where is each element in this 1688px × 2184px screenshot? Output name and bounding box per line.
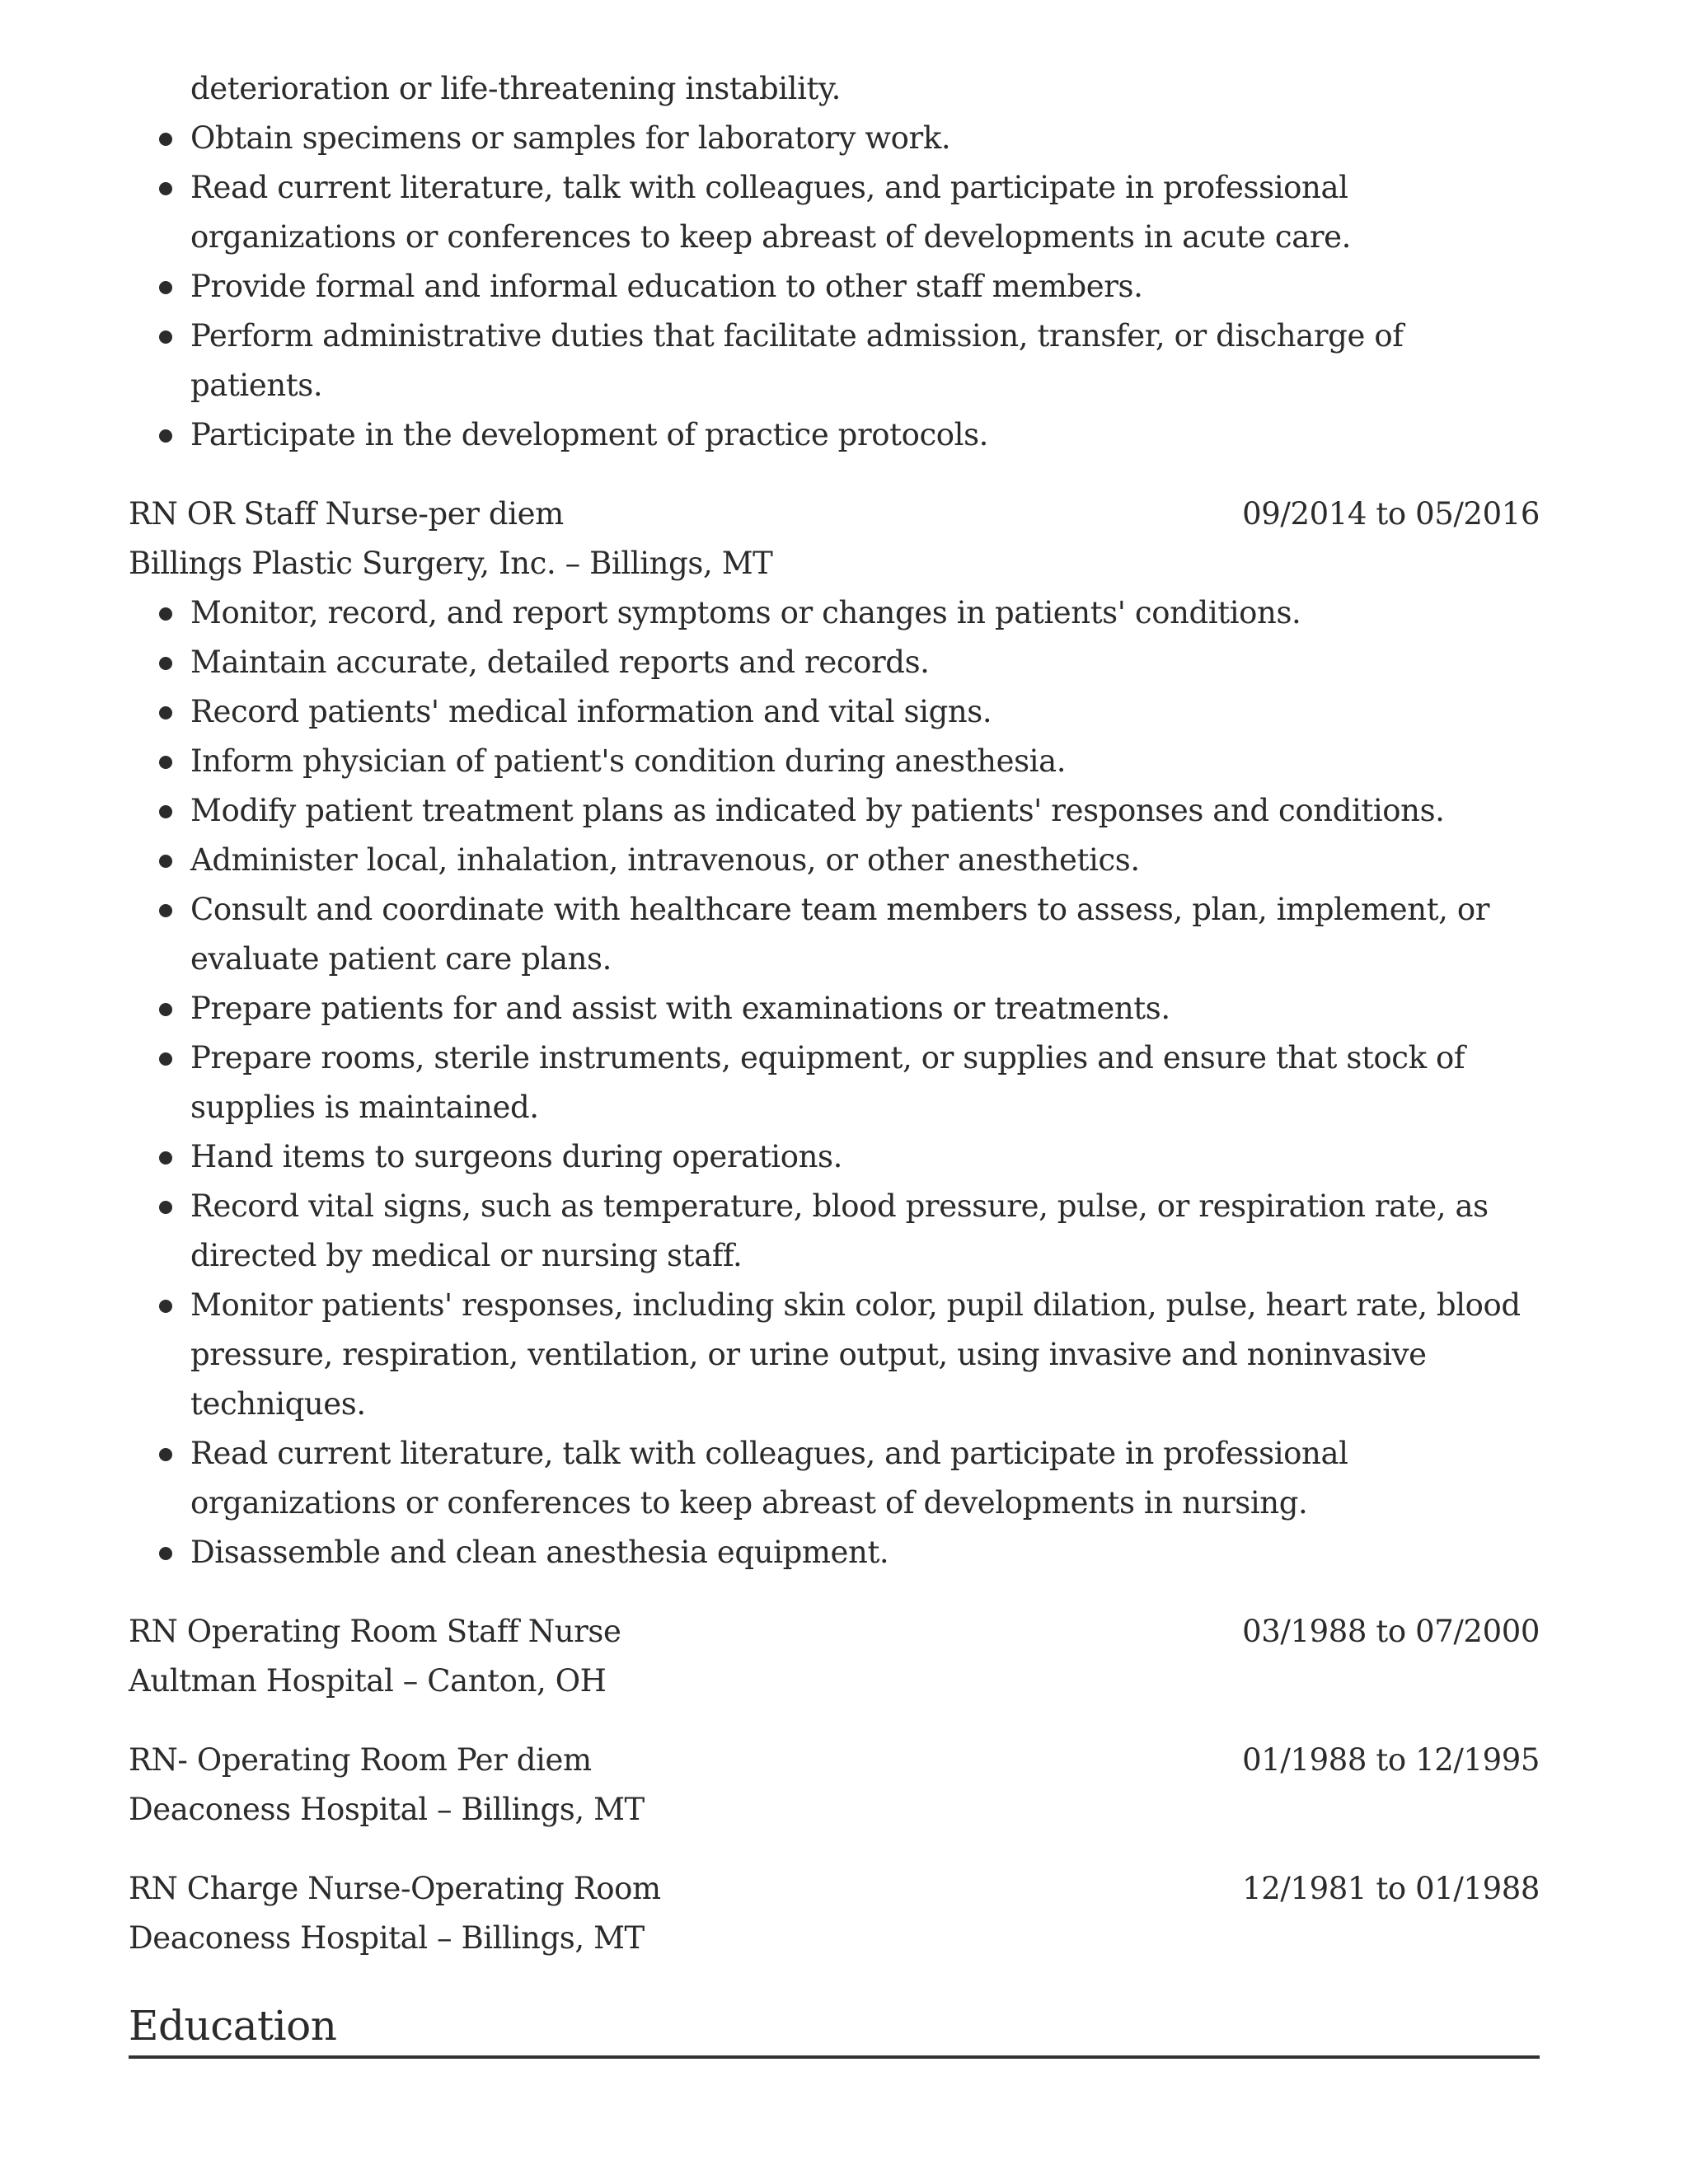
job-dates: 01/1988 to 12/1995 <box>1242 1742 1540 1778</box>
duty-item <box>190 638 1540 687</box>
job-title: RN Charge Nurse-Operating Room <box>129 1871 661 1906</box>
duty-item <box>190 885 1540 984</box>
duty-item <box>190 1429 1540 1528</box>
job-header <box>129 1736 1540 1785</box>
duty-text: Participate in the development of practice protocols. <box>190 417 989 452</box>
job-duties-list <box>129 588 1540 1577</box>
bullet-icon <box>159 706 172 719</box>
duty-text: Modify patient treatment plans as indicated by patients' responses and conditions. <box>190 793 1445 828</box>
bullet-icon <box>159 330 172 344</box>
experience-list <box>129 490 1540 1963</box>
bullet-icon <box>159 429 172 443</box>
bullet-icon <box>159 1547 172 1560</box>
duty-item <box>190 588 1540 638</box>
duty-text: Disassemble and clean anesthesia equipment. <box>190 1535 889 1570</box>
bullet-icon <box>159 1151 172 1165</box>
duty-text: Read current literature, talk with colleagues, and participate in professional organizations or conferences to keep abreast of developments in acute care. <box>190 170 1351 255</box>
duty-item <box>190 1182 1540 1281</box>
duty-item <box>190 1528 1540 1577</box>
duty-item <box>190 312 1540 410</box>
duty-item <box>190 262 1540 312</box>
duty-text: deterioration or life-threatening instability. <box>190 71 841 106</box>
education-section <box>129 1999 1540 2059</box>
bullet-icon <box>159 657 172 670</box>
duty-item <box>190 836 1540 885</box>
duty-text: Consult and coordinate with healthcare team members to assess, plan, implement, or evaluate patient care plans. <box>190 892 1490 977</box>
job-title: RN OR Staff Nurse-per diem <box>129 496 564 532</box>
duty-item <box>190 64 1540 114</box>
duty-text: Record vital signs, such as temperature, blood pressure, pulse, or respiration rate, as directed by medical or nursing staff. <box>190 1188 1489 1273</box>
section-divider <box>129 2055 1540 2059</box>
job-entry <box>129 1736 1540 1835</box>
duty-item <box>190 984 1540 1033</box>
duty-text: Maintain accurate, detailed reports and records. <box>190 644 930 680</box>
duty-text: Hand items to surgeons during operations. <box>190 1139 842 1174</box>
bullet-icon <box>159 904 172 917</box>
job-header <box>129 1607 1540 1657</box>
bullet-icon <box>159 1003 172 1016</box>
resume-page <box>129 64 1540 2059</box>
job-header <box>129 1864 1540 1914</box>
duty-text: Read current literature, talk with colleagues, and participate in professional organizations or conferences to keep abreast of developments in nursing. <box>190 1436 1348 1521</box>
job-entry <box>129 1864 1540 1963</box>
duty-item <box>190 410 1540 460</box>
duty-item <box>190 163 1540 262</box>
duty-text: Monitor, record, and report symptoms or changes in patients' conditions. <box>190 595 1301 630</box>
job-entry <box>129 1607 1540 1706</box>
job-company: Aultman Hospital – Canton, OH <box>129 1663 607 1699</box>
duty-item <box>190 1132 1540 1182</box>
duty-item <box>190 114 1540 163</box>
duty-text: Prepare rooms, sterile instruments, equipment, or supplies and ensure that stock of supplies is maintained. <box>190 1040 1465 1125</box>
bullet-icon <box>159 133 172 146</box>
duty-item <box>190 687 1540 737</box>
job-company: Billings Plastic Surgery, Inc. – Billings, MT <box>129 546 773 581</box>
duty-text: Administer local, inhalation, intravenous, or other anesthetics. <box>190 842 1140 878</box>
job-dates: 03/1988 to 07/2000 <box>1242 1614 1540 1649</box>
duty-text: Inform physician of patient's condition during anesthesia. <box>190 743 1067 779</box>
job-company: Deaconess Hospital – Billings, MT <box>129 1792 645 1827</box>
education-heading: Education <box>129 2002 337 2050</box>
bullet-icon <box>159 1448 172 1461</box>
duty-item <box>190 1281 1540 1429</box>
duty-text: Obtain specimens or samples for laboratory work. <box>190 120 951 156</box>
duty-item <box>190 1033 1540 1132</box>
bullet-icon <box>159 607 172 621</box>
bullet-icon <box>159 756 172 769</box>
job-title: RN Operating Room Staff Nurse <box>129 1614 621 1649</box>
bullet-icon <box>159 1300 172 1313</box>
job-dates: 09/2014 to 05/2016 <box>1242 496 1540 532</box>
duty-item <box>190 786 1540 836</box>
bullet-icon <box>159 1201 172 1214</box>
duty-text: Monitor patients' responses, including skin color, pupil dilation, pulse, heart rate, blood pressure, respiration, ventilation, or urine output, using invasive and noninvasive techniques. <box>190 1287 1521 1422</box>
duty-text: Provide formal and informal education to other staff members. <box>190 269 1143 304</box>
duty-text: Record patients' medical information and vital signs. <box>190 694 992 729</box>
duty-item <box>190 737 1540 786</box>
job-company: Deaconess Hospital – Billings, MT <box>129 1920 645 1956</box>
bullet-icon <box>159 855 172 868</box>
bullet-icon <box>159 281 172 294</box>
bullet-icon <box>159 1052 172 1066</box>
job-entry <box>129 490 1540 1577</box>
duty-text: Perform administrative duties that facilitate admission, transfer, or discharge of patients. <box>190 318 1404 403</box>
duty-text: Prepare patients for and assist with examinations or treatments. <box>190 991 1170 1026</box>
bullet-icon <box>159 182 172 195</box>
bullet-icon <box>159 805 172 818</box>
job-title: RN- Operating Room Per diem <box>129 1742 592 1778</box>
job-dates: 12/1981 to 01/1988 <box>1242 1871 1540 1906</box>
job-header <box>129 490 1540 539</box>
previous-job-duties-list <box>129 64 1540 460</box>
